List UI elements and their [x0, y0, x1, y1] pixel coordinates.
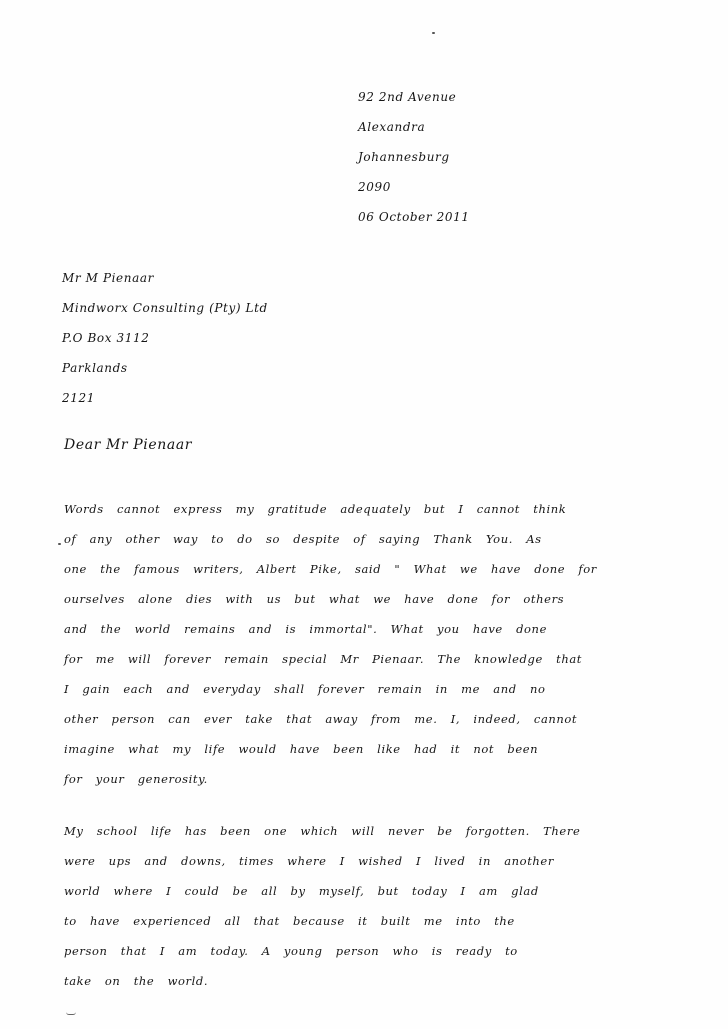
letter-date: 06 October 2011 [358, 210, 470, 224]
sender-postal-code: 2090 [358, 180, 391, 194]
paragraph-line: ourselves alone dies with us but what we have done for others [64, 592, 565, 606]
pen-stroke-mark [66, 1012, 76, 1015]
sender-suburb: Alexandra [358, 120, 426, 134]
salutation: Dear Mr Pienaar [64, 437, 193, 453]
recipient-postal-code: 2121 [62, 391, 95, 405]
paragraph-line: for your generosity. [64, 772, 208, 786]
recipient-company: Mindworx Consulting (Pty) Ltd [62, 301, 268, 315]
paragraph-line: imagine what my life would have been like had it not been [64, 742, 539, 756]
paragraph-line: to have experienced all that because it built me into the [64, 914, 515, 928]
paragraph-line: person that I am today. A young person who is ready to [64, 944, 518, 958]
paragraph-line: one the famous writers, Albert Pike, said " What we have done for [64, 562, 597, 576]
paragraph-line: take on the world. [64, 974, 209, 988]
sender-street: 92 2nd Avenue [358, 90, 457, 104]
sender-address [358, 82, 470, 232]
scan-speck [58, 543, 61, 545]
paragraph-line: of any other way to do so despite of saying Thank You. As [64, 532, 542, 546]
recipient-suburb: Parklands [62, 361, 128, 375]
recipient-address [62, 263, 268, 413]
paragraph-school-life [64, 816, 684, 996]
recipient-po-box: P.O Box 3112 [62, 331, 150, 345]
paragraph-gratitude [64, 494, 684, 794]
paragraph-line: were ups and downs, times where I wished I lived in another [64, 854, 554, 868]
paragraph-line: for me will forever remain special Mr Pienaar. The knowledge that [64, 652, 583, 666]
paragraph-line: and the world remains and is immortal". What you have done [64, 622, 547, 636]
recipient-name: Mr M Pienaar [62, 271, 154, 285]
paragraph-line: My school life has been one which will never be forgotten. There [64, 824, 581, 838]
paragraph-line: I gain each and everyday shall forever remain in me and no [64, 682, 546, 696]
scan-speck [432, 32, 435, 34]
paragraph-line: other person can ever take that away from me. I, indeed, cannot [64, 712, 578, 726]
paragraph-line: Words cannot express my gratitude adequately but I cannot think [64, 502, 567, 516]
sender-city: Johannesburg [358, 150, 450, 164]
paragraph-line: world where I could be all by myself, but today I am glad [64, 884, 539, 898]
